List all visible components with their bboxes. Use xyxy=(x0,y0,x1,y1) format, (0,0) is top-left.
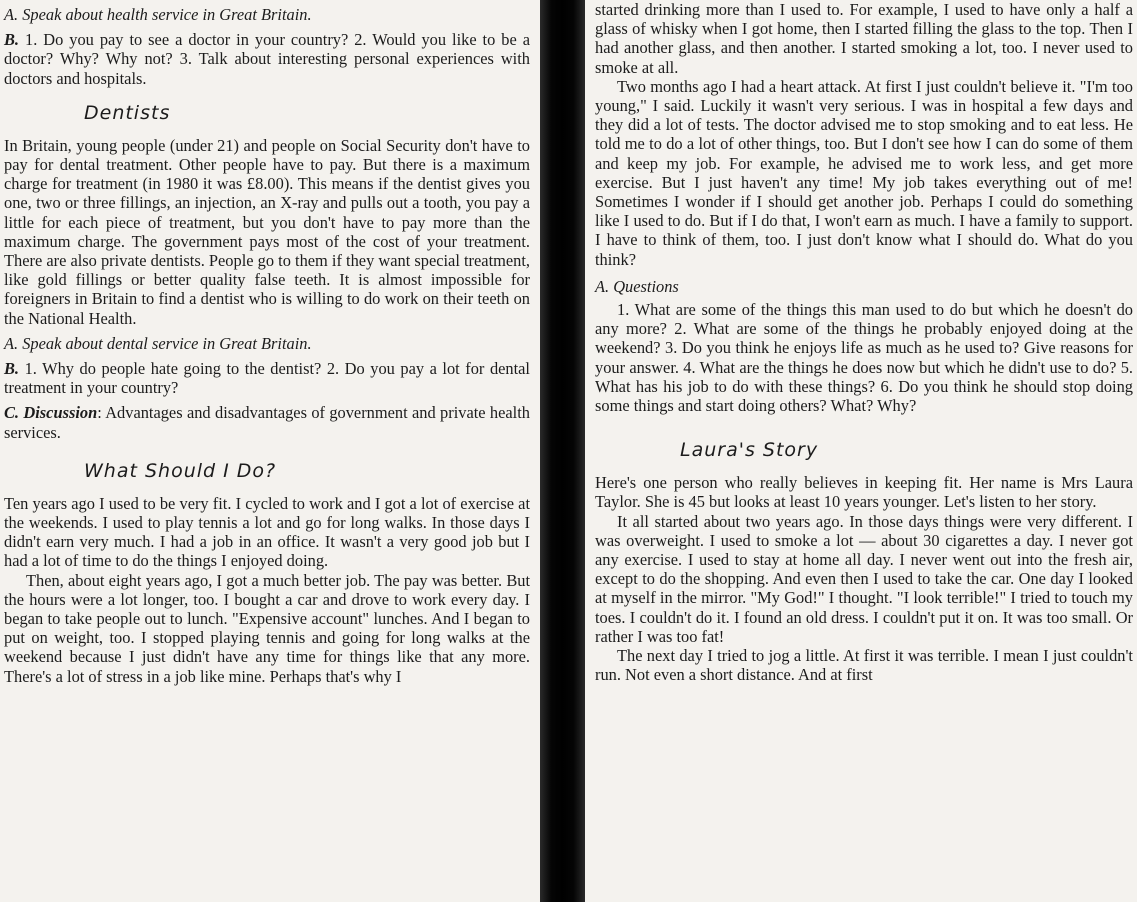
questions-heading: A. Questions xyxy=(595,276,679,296)
dentists-paragraph: In Britain, young people (under 21) and people on Social Security don't have to pay for dental treatment. Other people have to pay. But there is a maximum charge for treatment (in 1980 it was £8.00). This means if the dentist gives you one, two or three fillings, an injection, an X-ray and pulls out a tooth, you pay a little for each piece of treatment, but you don't have to pay more than the maximum charge. The government pays most of the cost of your treatment. There are also private dentists. People go to them if they want special treatment, like gold fillings or better quality false teeth. It is almost impossible for foreigners in Britain to find a dentist who is willing to do work on their teeth on the National Health. xyxy=(4,135,530,328)
task-b-text: 1. Why do people hate going to the dentist? 2. Do you pay a lot for dental treatment in your country? xyxy=(4,359,530,398)
left-page xyxy=(0,0,540,902)
laura-paragraph-3: The next day I tried to jog a little. At first it was terrible. I mean I just couldn't run. Not even a short distance. And at first xyxy=(595,646,1133,685)
task-c-label: C. Discussion xyxy=(4,403,98,423)
task-b-label: B. xyxy=(4,30,20,50)
book-gutter xyxy=(540,0,585,902)
task-c-text: : Advantages and disadvantages of government and private health services. xyxy=(4,403,530,442)
questions-paragraph: 1. What are some of the things this man used to do but which he doesn't do any more? 2. What are some of the things he probably enjoyed doing at the weekend? 3. Do you think he enjoys life as much as he used to? Give reasons for your answer. 4. What are the things he does now but which he didn't use to do? 5. What has his job to do with these things? 6. Do you think he should stop doing some things and start doing others? What? Why? xyxy=(595,300,1133,416)
what-paragraph-1: Ten years ago I used to be very fit. I cycled to work and I got a lot of exercise at the weekends. I used to play tennis a lot and go for long walks. In those days I didn't earn very much. I had a job in an office. It wasn't a very good job but I had a lot of time to do the things I enjoyed doing. xyxy=(4,493,530,571)
laura-paragraph-2: It all started about two years ago. In those days things were very different. I was overweight. I used to smoke a lot — about 30 cigarettes a day. I never got any exercise. I used to stay at home all day. I never went out into the fresh air, except to do the shopping. And even then I used to take the car. One day I looked at myself in the mirror. "My God!" I thought. "I look terrible!" I tried to touch my toes. I couldn't do it. I found an old dress. I couldn't put it on. It was too small. Or rather I was too fat! xyxy=(595,511,1133,646)
task-a-dental-service: A. Speak about dental service in Great Britain. xyxy=(4,333,312,353)
task-a-health-service: A. Speak about health service in Great Britain. xyxy=(4,5,312,24)
task-b-dentist xyxy=(4,359,530,397)
dentists-heading: Dentists xyxy=(84,101,171,124)
right-page xyxy=(585,0,1137,902)
what-paragraph-3: Two months ago I had a heart attack. At first I just couldn't believe it. "I'm too young," I said. Luckily it wasn't very serious. I was in hospital a few days and they did a lot of tests. The doctor advised me to stop smoking and to eat less. He told me to do a lot of other things, too. But I don't see how I can do some of them and keep my job. For example, he advised me to work less, and get more exercise. But I just haven't any time! My job takes everything out of me! Sometimes I wonder if I should get another job. Perhaps I could do something like I used to do. But if I do that, I won't earn as much. I have a family to support. I have to think of them, too. I just don't know what I should do. What do you think? xyxy=(595,76,1133,269)
task-b-doctor xyxy=(4,30,530,88)
what-paragraph-2: Then, about eight years ago, I got a much better job. The pay was better. But the hours were a lot longer, too. I bought a car and drove to work every day. I began to take people out to lunch. "Expensive account" lunches. And I began to put on weight, too. I stopped playing tennis and going for long walks at the weekend because I just didn't have any time for things like that any more. There's a lot of stress in a job like mine. Perhaps that's why I xyxy=(4,570,530,686)
laura-paragraph-1: Here's one person who really believes in keeping fit. Her name is Mrs Laura Taylor. She is 45 but looks at least 10 years younger. Let's listen to her story. xyxy=(595,473,1133,512)
task-b-label: B. xyxy=(4,359,20,379)
task-b-text: 1. Do you pay to see a doctor in your country? 2. Would you like to be a doctor? Why? Why not? 3. Talk about interesting personal experiences with doctors and hospitals. xyxy=(4,30,530,88)
lauras-story-heading: Laura's Story xyxy=(680,439,819,462)
what-paragraph-2-continued: started drinking more than I used to. For example, I used to have only a half a glass of whisky when I got home, then I started filling the glass to the top. Then I had another glass, and then another. I started smoking a lot, too. I never used to smoke at all. xyxy=(595,0,1133,77)
what-should-i-do-heading: What Should I Do? xyxy=(84,459,277,482)
task-c-discussion xyxy=(4,403,530,441)
